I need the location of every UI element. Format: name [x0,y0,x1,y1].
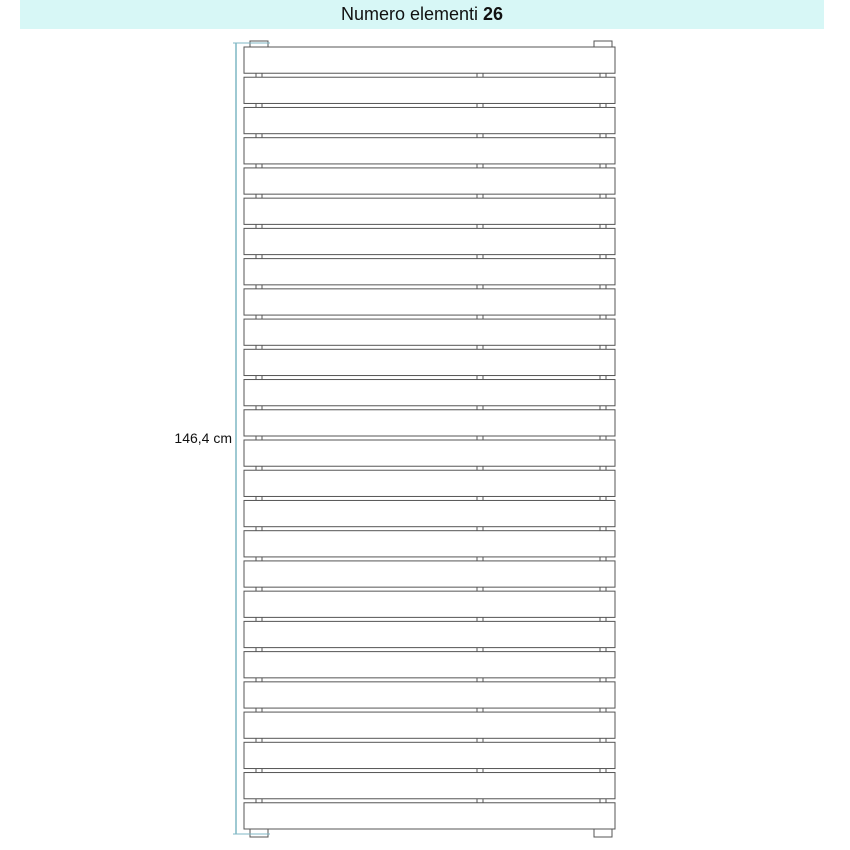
radiator-element [244,652,615,678]
panel-connector [477,164,483,168]
panel-connector [256,496,262,500]
panel-connector [600,134,606,138]
radiator-element [244,319,615,345]
panel-connector [477,345,483,349]
panel-connector [477,255,483,259]
panel-connector [477,134,483,138]
panel-connector [256,376,262,380]
panel-connector [256,194,262,198]
radiator-element [244,440,615,466]
panel-connector [600,285,606,289]
panel-connector [256,255,262,259]
panel-connector [477,527,483,531]
panel-connector [256,103,262,107]
radiator-element [244,47,615,73]
panel-connector [477,285,483,289]
panel-connector [256,617,262,621]
panel-connector [256,527,262,531]
panel-connector [477,799,483,803]
panel-connector [477,194,483,198]
panel-connector [600,587,606,591]
panel-connector [600,708,606,712]
radiator-element [244,531,615,557]
panel-connector [600,496,606,500]
panel-connector [477,315,483,319]
panel-connector [600,164,606,168]
panel-connector [477,103,483,107]
panel-connector [600,769,606,773]
panel-connector [256,678,262,682]
radiator-panels [244,47,615,829]
panel-connector [256,406,262,410]
panel-connector [256,315,262,319]
radiator-element [244,470,615,496]
panel-connector [600,224,606,228]
panel-connector [477,769,483,773]
panel-connector [477,224,483,228]
panel-connector [256,466,262,470]
radiator-element [244,138,615,164]
panel-connector [477,557,483,561]
radiator-element [244,591,615,617]
radiator-element [244,742,615,768]
panel-connector [477,436,483,440]
panel-connector [256,799,262,803]
panel-connector [256,708,262,712]
panel-connector [600,617,606,621]
panel-connector [477,678,483,682]
title-label: Numero elementi [340,4,479,24]
radiator-element [244,289,615,315]
radiator-element [244,198,615,224]
panel-connector [256,134,262,138]
panel-connector [256,557,262,561]
height-dimension-label: 146,4 cm [174,430,232,446]
radiator-element [244,410,615,436]
panel-connector [600,799,606,803]
radiator-element [244,107,615,133]
panel-connector [600,738,606,742]
panel-connector [256,345,262,349]
panel-connector [256,285,262,289]
panel-connector [600,194,606,198]
radiator-element [244,259,615,285]
panel-connector [477,617,483,621]
panel-connector [477,496,483,500]
panel-connector [600,376,606,380]
radiator-element [244,77,615,103]
radiator-element [244,803,615,829]
panel-connector [600,648,606,652]
panel-connector [256,769,262,773]
panel-connector [600,678,606,682]
panel-connector [600,315,606,319]
panel-connector [477,587,483,591]
panel-connector [600,255,606,259]
panel-connector [600,103,606,107]
panel-connector [600,557,606,561]
radiator-element [244,349,615,375]
radiator-element [244,682,615,708]
radiator-element [244,712,615,738]
panel-connector [477,73,483,77]
radiator-element [244,773,615,799]
wall-mount-3 [250,829,268,837]
radiator-element [244,561,615,587]
panel-connector [477,376,483,380]
radiator-element [244,228,615,254]
panel-connector [600,527,606,531]
panel-connector [256,73,262,77]
panel-connector [600,406,606,410]
panel-connector [256,738,262,742]
panel-connector [256,164,262,168]
panel-connector [477,406,483,410]
panel-connector [477,708,483,712]
panel-connector [256,648,262,652]
panel-connector [477,738,483,742]
panel-connector [600,73,606,77]
panel-connector [477,466,483,470]
radiator-element [244,168,615,194]
radiator-element [244,500,615,526]
panel-connector [477,648,483,652]
panel-connector [256,436,262,440]
radiator-element [244,621,615,647]
radiator-element [244,380,615,406]
panel-connector [600,345,606,349]
panel-connector [600,436,606,440]
panel-connector [256,587,262,591]
element-count: 26 [483,4,504,24]
panel-connector [600,466,606,470]
panel-connector [256,224,262,228]
wall-mount-4 [594,829,612,837]
